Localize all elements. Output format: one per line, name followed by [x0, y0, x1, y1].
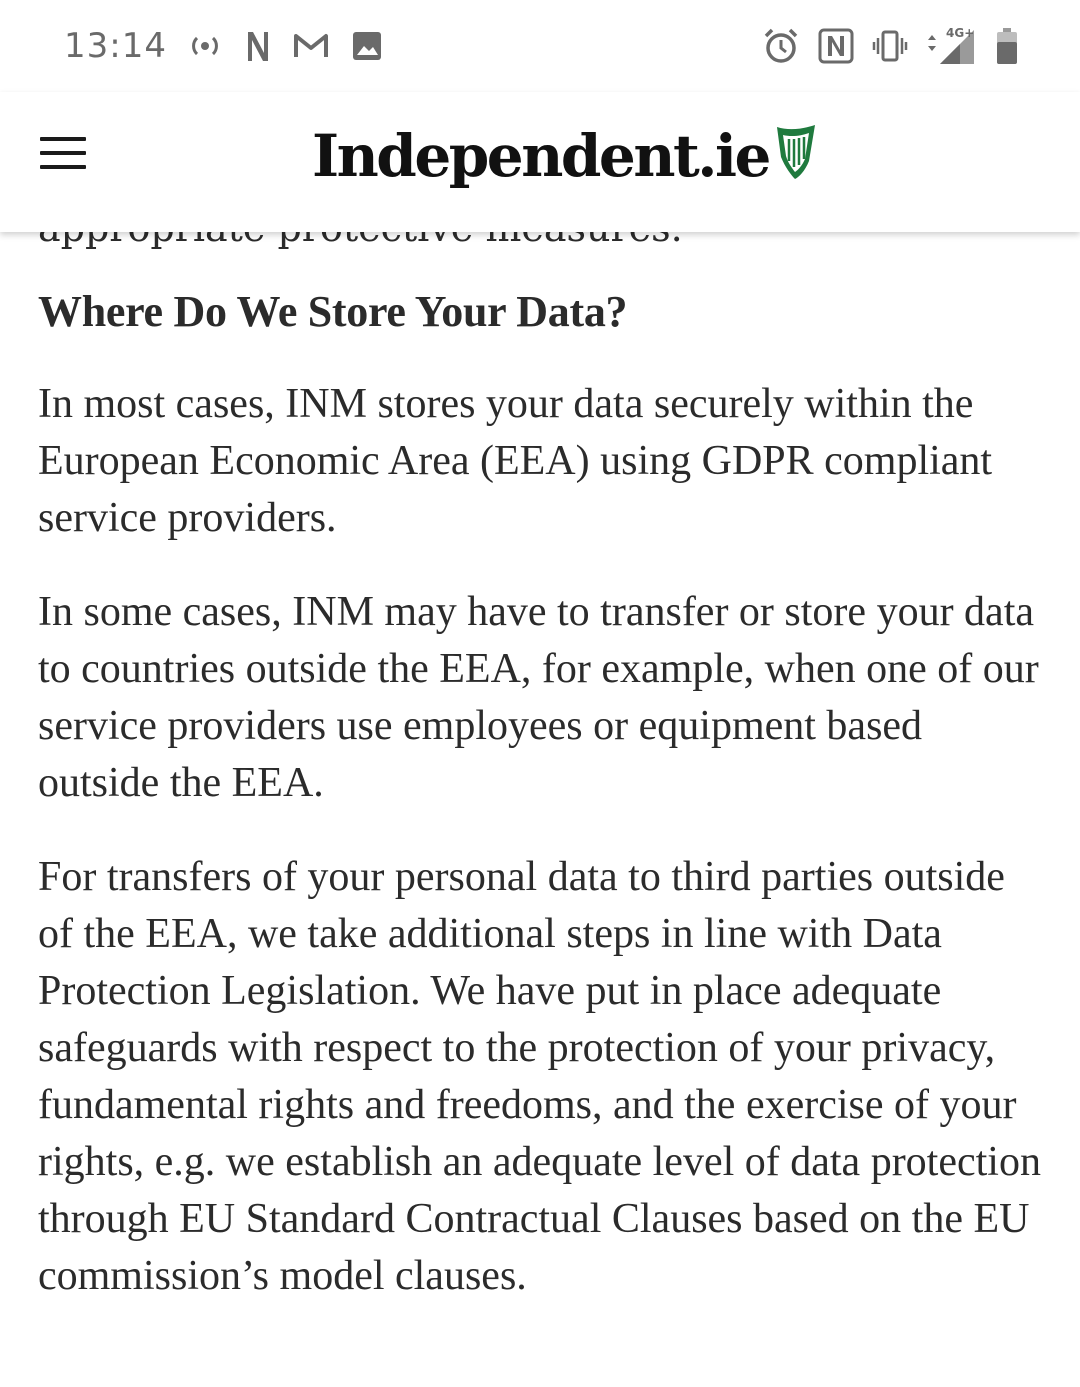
signal-4g-icon: [926, 26, 978, 66]
app-header: [0, 92, 1080, 232]
brand-name: Independent.ie: [312, 122, 769, 190]
brand-logo[interactable]: [312, 116, 819, 196]
alarm-icon: [762, 27, 800, 65]
battery-icon: [996, 27, 1018, 65]
gallery-icon: [351, 30, 383, 62]
paragraph-safeguards: For transfers of your personal data to third parties outside of the EEA, we take additional steps in line with Data Protection Legislation. We have put in place adequate safeguards with respect to the protection of your privacy, fundamental rights and freedoms, and the exercise of your rights, e.g. we establish an adequate level of data protection through EU Standard Contractual Clauses based on the EU commission’s model clauses.: [38, 854, 1041, 1299]
nfc-icon: [818, 28, 854, 64]
hamburger-menu-icon[interactable]: [40, 137, 86, 171]
hotspot-icon: [187, 32, 223, 60]
section-heading: Where Do We Store Your Data?: [38, 287, 628, 336]
gmail-icon: [293, 32, 329, 60]
n-app-icon: [245, 29, 271, 63]
status-left-icons: [187, 29, 383, 63]
paragraph-storage-eea: In most cases, INM stores your data securely within the European Economic Area (EEA) using GDPR compliant service providers.: [38, 381, 993, 541]
svg-text:4G+: 4G+: [946, 26, 975, 40]
vibrate-icon: [872, 28, 908, 64]
harp-icon: [773, 123, 819, 185]
paragraph-transfer-outside: In some cases, INM may have to transfer or store your data to countries outside the EEA, for example, when one of our service providers use employees or equipment based outside the EEA.: [38, 589, 1039, 806]
status-bar: [0, 0, 1080, 92]
status-right-icons: [762, 26, 1018, 66]
status-time: 13:14: [64, 26, 167, 66]
